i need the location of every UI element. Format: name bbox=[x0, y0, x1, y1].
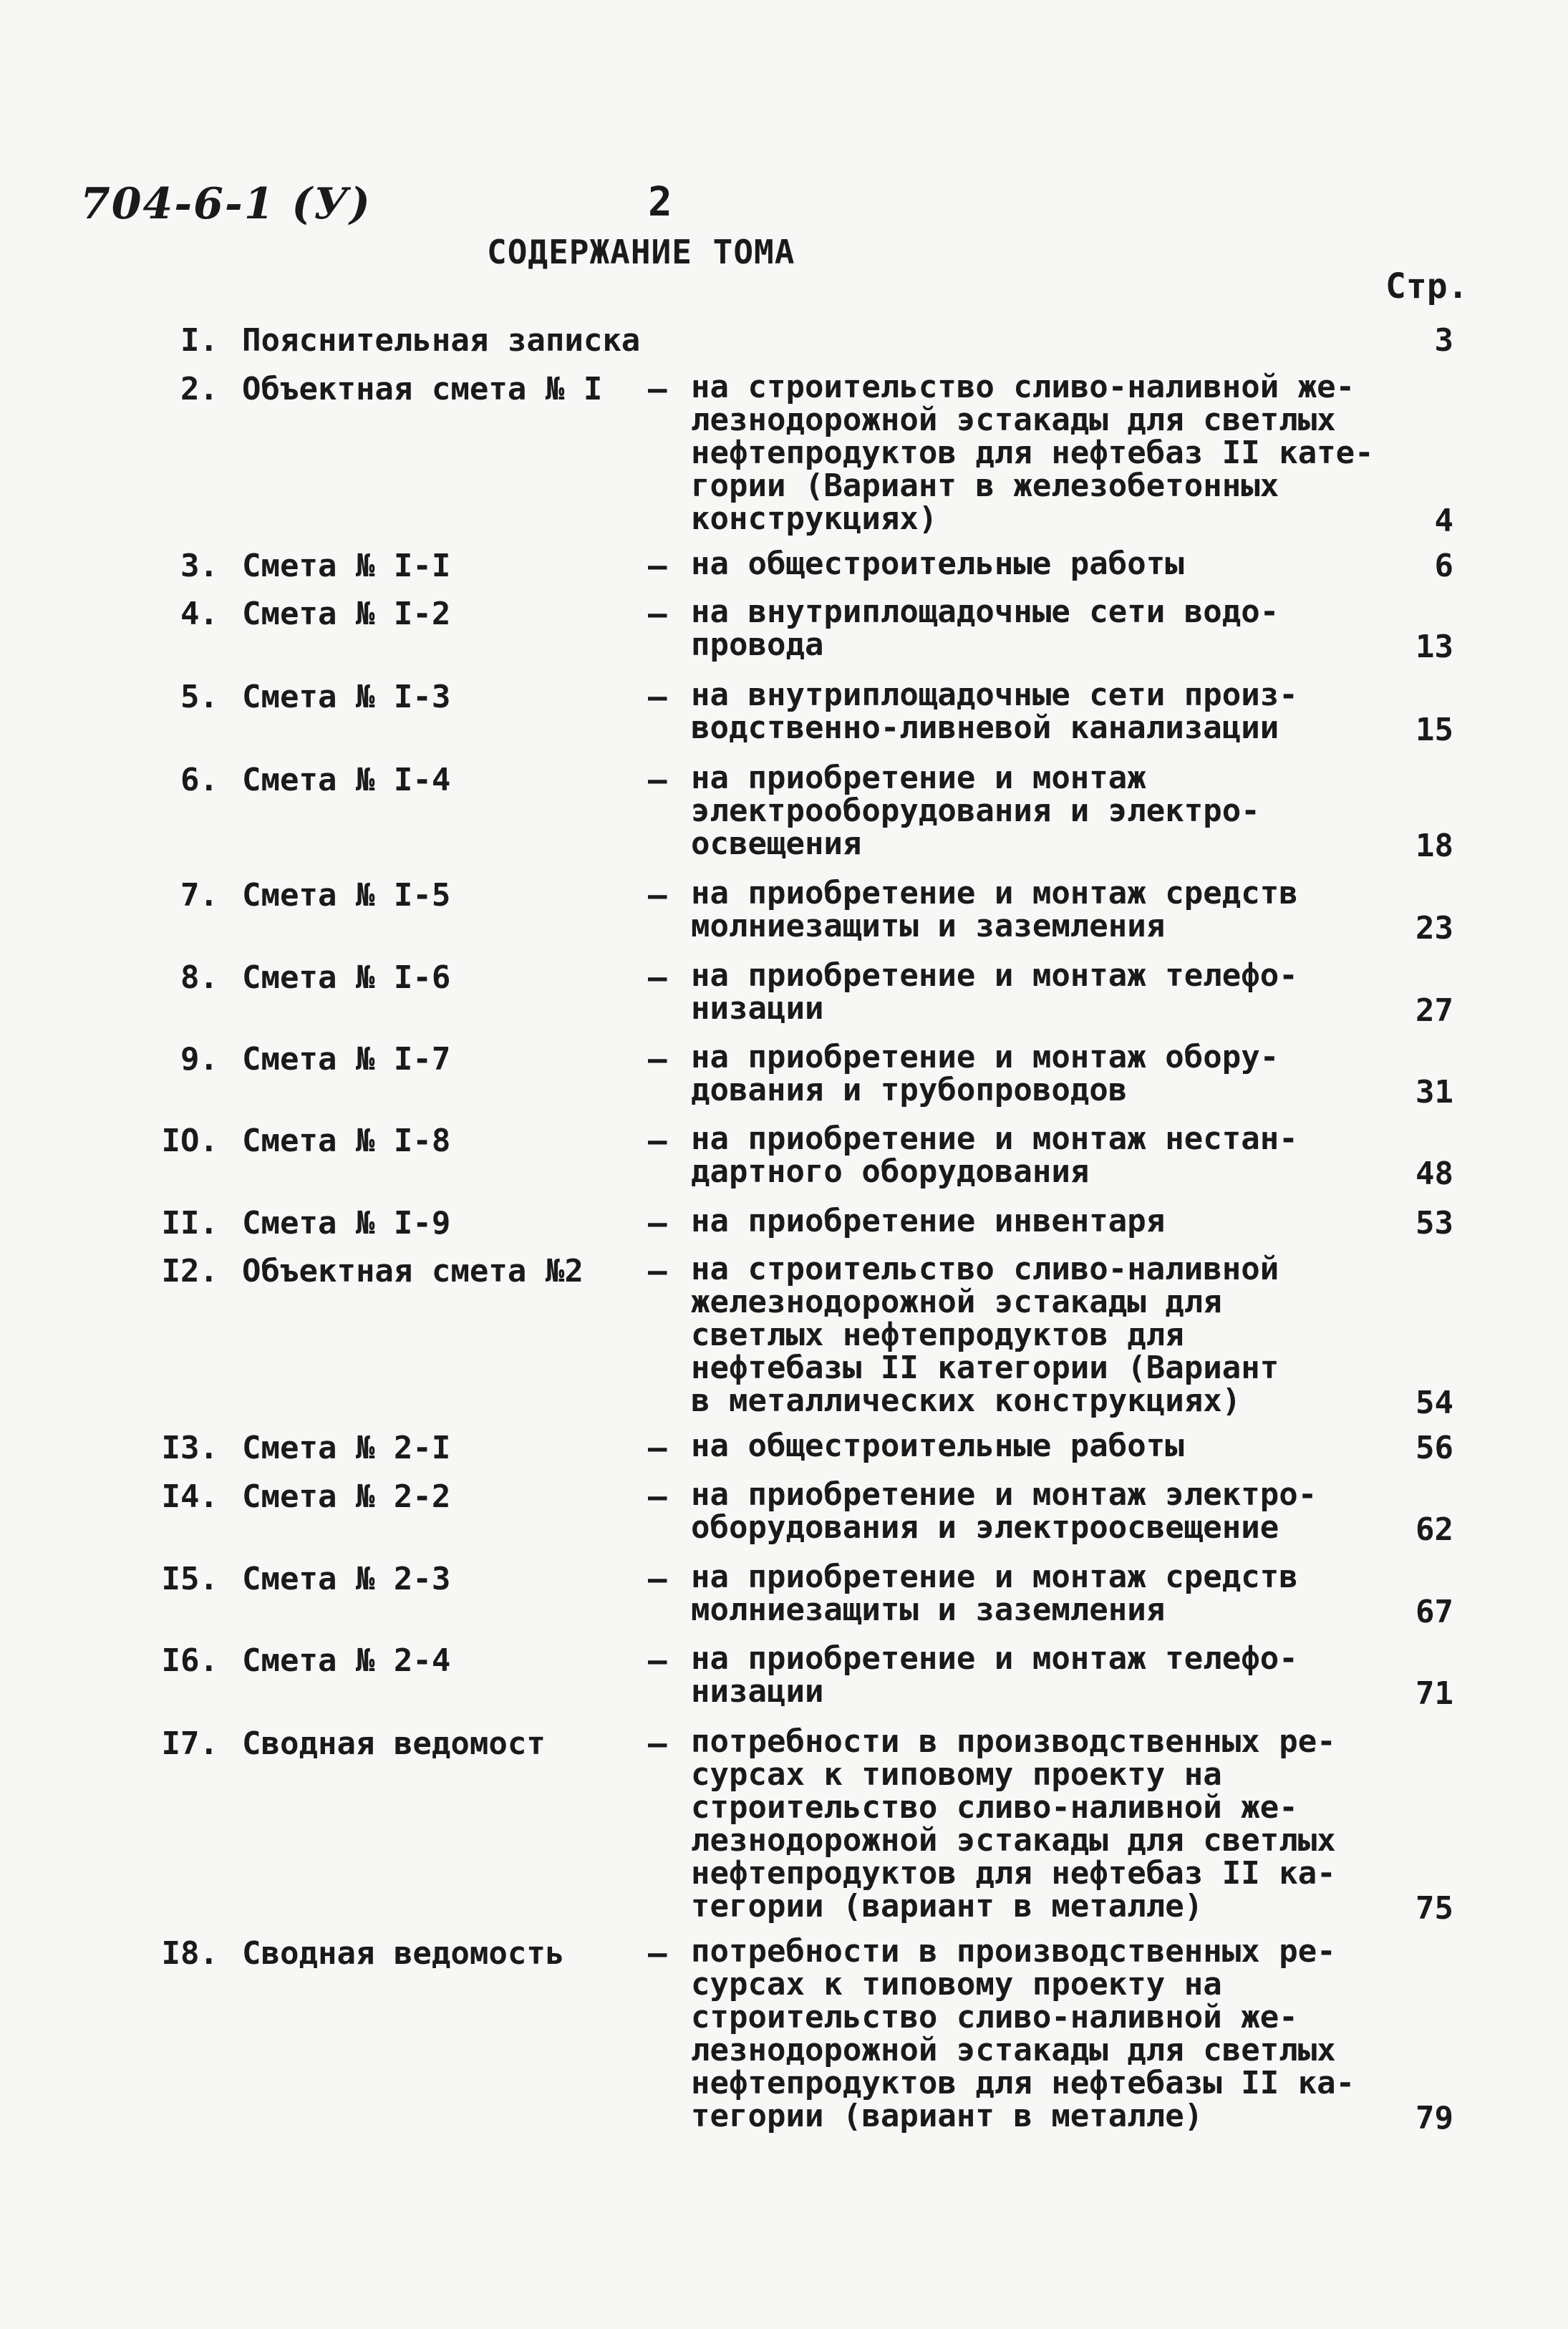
entry-name: Пояснительная записка bbox=[242, 322, 641, 359]
entry-dash: – bbox=[648, 1725, 667, 1762]
description-line: лезнодорожной эстакады для светлых bbox=[691, 1822, 1336, 1859]
description-line: освещения bbox=[691, 825, 862, 862]
description-line: сурсах к типовому проекту на bbox=[691, 1756, 1222, 1793]
entry-page-number: 48 bbox=[1415, 1156, 1453, 1192]
entry-number: 9. bbox=[180, 1041, 218, 1078]
entry-number: I. bbox=[180, 322, 218, 359]
entry-dash: – bbox=[648, 371, 667, 407]
entry-number: I7. bbox=[161, 1725, 218, 1762]
page-title: СОДЕРЖАНИЕ ТОМА bbox=[487, 233, 795, 271]
entry-number: 5. bbox=[180, 679, 218, 715]
entry-page-number: 15 bbox=[1415, 712, 1453, 748]
description-line: на внутриплощадочные сети произ- bbox=[691, 677, 1298, 713]
description-line: железнодорожной эстакады для bbox=[691, 1284, 1222, 1320]
entry-number: II. bbox=[161, 1205, 218, 1241]
description-line: молниезащиты и заземления bbox=[691, 908, 1166, 944]
entry-page-number: 18 bbox=[1415, 828, 1453, 864]
entry-dash: – bbox=[648, 1561, 667, 1597]
description-line: на приобретение и монтаж средств bbox=[691, 875, 1298, 911]
description-line: дования и трубопроводов bbox=[691, 1072, 1128, 1108]
description-line: на приобретение и монтаж телефо- bbox=[691, 1640, 1298, 1677]
entry-dash: – bbox=[648, 1253, 667, 1289]
entry-page-number: 62 bbox=[1415, 1511, 1453, 1548]
entry-description bbox=[691, 371, 1374, 536]
description-line: сурсах к типовому проекту на bbox=[691, 1966, 1222, 2003]
description-line: на приобретение и монтаж обору- bbox=[691, 1039, 1279, 1075]
description-line: на внутриплощадочные сети водо- bbox=[691, 594, 1279, 630]
description-line: на общестроительные работы bbox=[691, 1428, 1184, 1464]
description-line: оборудования и электроосвещение bbox=[691, 1509, 1279, 1546]
entry-dash: – bbox=[648, 959, 667, 996]
entry-page-number: 54 bbox=[1415, 1385, 1453, 1421]
entry-page-number: 3 bbox=[1434, 322, 1453, 359]
description-line: гории (Вариант в железобетонных bbox=[691, 468, 1279, 504]
entry-page-number: 53 bbox=[1415, 1205, 1453, 1241]
description-line: на приобретение и монтаж телефо- bbox=[691, 957, 1298, 994]
entry-dash: – bbox=[648, 1041, 667, 1078]
entry-description bbox=[691, 1430, 1184, 1463]
description-line: конструкциях) bbox=[691, 500, 938, 537]
entry-dash: – bbox=[648, 1205, 667, 1241]
entry-description bbox=[691, 1642, 1298, 1708]
description-line: нефтепродуктов для нефтебаз II кате- bbox=[691, 435, 1374, 471]
entry-name: Смета № 2-2 bbox=[242, 1478, 451, 1515]
entry-name: Объектная смета №2 bbox=[242, 1253, 584, 1289]
entry-description bbox=[691, 959, 1298, 1025]
description-line: строительство сливо-наливной же- bbox=[691, 1789, 1298, 1826]
entry-page-number: 56 bbox=[1415, 1430, 1453, 1466]
page-column-label: Стр. bbox=[1385, 266, 1468, 306]
entry-description bbox=[691, 1478, 1317, 1544]
entry-description bbox=[691, 1205, 1165, 1238]
entry-number: I4. bbox=[161, 1478, 218, 1515]
entry-page-number: 31 bbox=[1415, 1074, 1453, 1110]
entry-dash: – bbox=[648, 877, 667, 914]
entry-name: Сводная ведомост bbox=[242, 1725, 546, 1762]
entry-number: 3. bbox=[180, 548, 218, 584]
entry-name: Смета № 2-4 bbox=[242, 1642, 451, 1679]
entry-dash: – bbox=[648, 1430, 667, 1466]
entry-name: Смета № I-2 bbox=[242, 596, 451, 632]
description-line: на приобретение инвентаря bbox=[691, 1203, 1166, 1239]
entry-dash: – bbox=[648, 596, 667, 632]
description-line: лезнодорожной эстакады для светлых bbox=[691, 402, 1336, 438]
entry-page-number: 71 bbox=[1415, 1675, 1453, 1712]
entry-number: I3. bbox=[161, 1430, 218, 1466]
entry-name: Смета № I-5 bbox=[242, 877, 451, 914]
entry-description bbox=[691, 679, 1298, 745]
description-line: на приобретение и монтаж нестан- bbox=[691, 1120, 1298, 1157]
entry-name: Смета № I-6 bbox=[242, 959, 451, 996]
entry-name: Смета № 2-3 bbox=[242, 1561, 451, 1597]
entry-description bbox=[691, 877, 1298, 943]
entry-description bbox=[691, 1935, 1355, 2133]
description-line: низации bbox=[691, 990, 824, 1027]
description-line: светлых нефтепродуктов для bbox=[691, 1317, 1184, 1353]
entry-name: Объектная смета № I bbox=[242, 371, 603, 407]
description-line: на общестроительные работы bbox=[691, 546, 1184, 582]
description-line: водственно-ливневой канализации bbox=[691, 710, 1279, 746]
entry-number: I8. bbox=[161, 1935, 218, 1972]
description-line: в металлических конструкциях) bbox=[691, 1383, 1242, 1419]
entry-dash: – bbox=[648, 1123, 667, 1159]
description-line: на приобретение и монтаж средств bbox=[691, 1559, 1298, 1595]
entry-page-number: 23 bbox=[1415, 910, 1453, 946]
entry-name: Сводная ведомость bbox=[242, 1935, 565, 1972]
description-line: строительство сливо-наливной же- bbox=[691, 1999, 1298, 2035]
entry-page-number: 27 bbox=[1415, 992, 1453, 1029]
entry-description bbox=[691, 548, 1184, 581]
description-line: на строительство сливо-наливной же- bbox=[691, 369, 1355, 405]
description-line: на приобретение и монтаж bbox=[691, 760, 1146, 796]
page-number: 2 bbox=[648, 179, 672, 226]
entry-number: I5. bbox=[161, 1561, 218, 1597]
entry-description bbox=[691, 1120, 1298, 1190]
document-code: 704-6-1 (У) bbox=[80, 179, 372, 229]
entry-name: Смета № 2-I bbox=[242, 1430, 451, 1466]
entry-page-number: 67 bbox=[1415, 1594, 1453, 1630]
entry-number: 8. bbox=[180, 959, 218, 996]
entry-page-number: 79 bbox=[1415, 2100, 1453, 2136]
entry-name: Смета № I-7 bbox=[242, 1041, 451, 1078]
entry-description bbox=[691, 1725, 1336, 1923]
entry-number: IO. bbox=[161, 1123, 218, 1159]
description-line: нефтебазы II категории (Вариант bbox=[691, 1350, 1279, 1386]
description-line: нефтепродуктов для нефтебазы II ка- bbox=[691, 2065, 1355, 2101]
entry-description bbox=[691, 596, 1279, 662]
entry-description bbox=[691, 1561, 1298, 1627]
description-line: электрооборудования и электро- bbox=[691, 793, 1260, 829]
description-line: на строительство сливо-наливной bbox=[691, 1251, 1279, 1287]
entry-name: Смета № I-8 bbox=[242, 1123, 451, 1159]
description-line: молниезащиты и заземления bbox=[691, 1592, 1166, 1628]
entry-page-number: 6 bbox=[1434, 548, 1453, 584]
description-line: тегории (вариант в металле) bbox=[691, 2098, 1204, 2134]
entry-number: I6. bbox=[161, 1642, 218, 1679]
entry-dash: – bbox=[648, 1478, 667, 1515]
entry-number: I2. bbox=[161, 1253, 218, 1289]
entry-description bbox=[691, 762, 1260, 861]
entry-name: Смета № I-3 bbox=[242, 679, 451, 715]
entry-number: 4. bbox=[180, 596, 218, 632]
entry-name: Смета № I-I bbox=[242, 548, 451, 584]
description-line: на приобретение и монтаж электро- bbox=[691, 1476, 1317, 1513]
description-line: лезнодорожной эстакады для светлых bbox=[691, 2032, 1336, 2068]
entry-name: Смета № I-4 bbox=[242, 762, 451, 798]
entry-page-number: 4 bbox=[1434, 503, 1453, 539]
description-line: потребности в производственных ре- bbox=[691, 1723, 1336, 1760]
description-line: провода bbox=[691, 626, 824, 663]
description-line: низации bbox=[691, 1673, 824, 1710]
entry-page-number: 75 bbox=[1415, 1890, 1453, 1927]
entry-number: 6. bbox=[180, 762, 218, 798]
description-line: тегории (вариант в металле) bbox=[691, 1888, 1204, 1924]
entry-page-number: 13 bbox=[1415, 629, 1453, 665]
entry-dash: – bbox=[648, 1642, 667, 1679]
description-line: потребности в производственных ре- bbox=[691, 1933, 1336, 1970]
entry-number: 2. bbox=[180, 371, 218, 407]
entry-dash: – bbox=[648, 679, 667, 715]
description-line: дартного оборудования bbox=[691, 1153, 1090, 1190]
entry-name: Смета № I-9 bbox=[242, 1205, 451, 1241]
description-line: нефтепродуктов для нефтебаз II ка- bbox=[691, 1855, 1336, 1892]
entry-dash: – bbox=[648, 548, 667, 584]
entry-number: 7. bbox=[180, 877, 218, 914]
entry-description bbox=[691, 1041, 1279, 1107]
entry-dash: – bbox=[648, 1935, 667, 1972]
entry-dash: – bbox=[648, 762, 667, 798]
entry-description bbox=[691, 1253, 1279, 1418]
